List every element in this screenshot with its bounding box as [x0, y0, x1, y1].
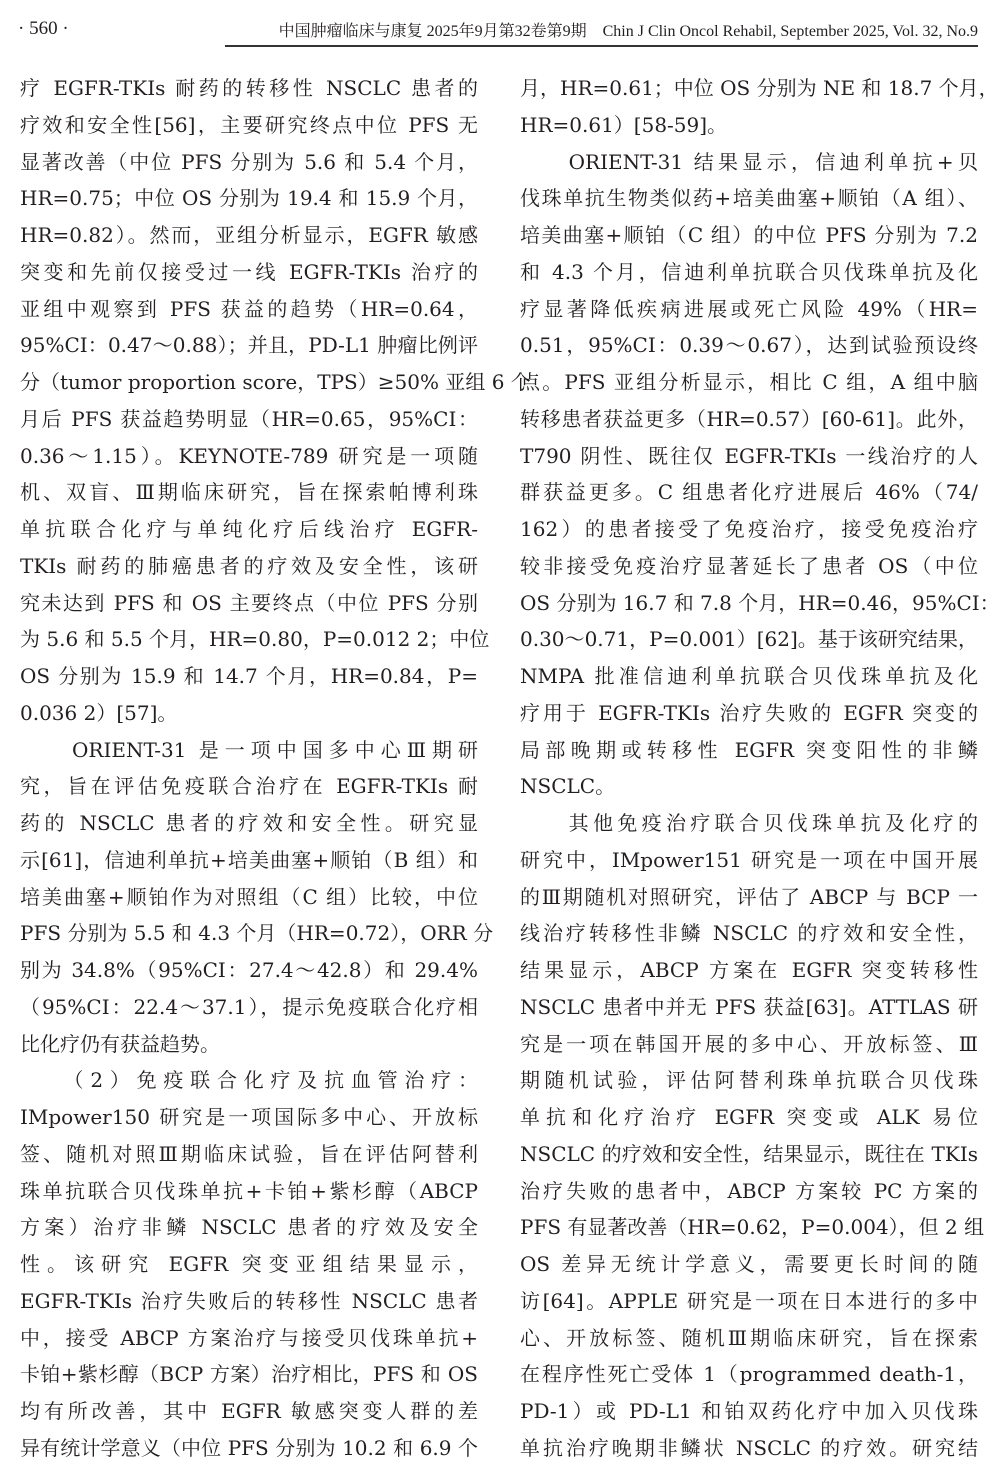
text-line: 珠单抗联合贝伐珠单抗+卡铂+紫杉醇（ABCP: [20, 1178, 478, 1203]
text-line: 单抗治疗晚期非鳞状 NSCLC 的疗效。研究结: [520, 1435, 978, 1460]
text-line: （95%CI：22.4～37.1），提示免疫联合化疗相: [20, 994, 478, 1019]
page-header: [0, 14, 1000, 44]
text-line: 其他免疫治疗联合贝伐珠单抗及化疗的: [520, 811, 978, 835]
text-line: ORIENT-31 是一项中国多中心Ⅲ期研: [20, 737, 478, 762]
text-line: 究未达到 PFS 和 OS 主要终点（中位 PFS 分别: [20, 590, 478, 615]
text-line: 月，HR=0.61；中位 OS 分别为 NE 和 18.7 个月，: [520, 76, 999, 100]
text-line: 较非接受免疫治疗显著延长了患者 OS（中位: [520, 553, 978, 578]
text-line: OS 分别为 16.7 和 7.8 个月，HR=0.46，95%CI：: [520, 590, 1000, 615]
text-line: 访[64]。APPLE 研究是一项在日本进行的多中: [520, 1288, 978, 1313]
text-line: 比化疗仍有获益趋势。: [20, 1031, 220, 1056]
text-line: 疗 EGFR-TKIs 耐药的转移性 NSCLC 患者的: [20, 76, 478, 100]
text-line: 0.51，95%CI：0.39～0.67），达到试验预设终: [520, 333, 978, 358]
text-line: 为 5.6 和 5.5 个月，HR=0.80，P=0.012 2；中位: [20, 627, 490, 652]
text-line: 均有所改善，其中 EGFR 敏感突变人群的差: [20, 1399, 478, 1423]
text-line: HR=0.75；中位 OS 分别为 19.4 和 15.9 个月，: [20, 186, 478, 211]
text-line: NSCLC 患者中并无 PFS 获益[63]。ATTLAS 研: [520, 994, 978, 1019]
text-line: 疗用于 EGFR-TKIs 治疗失败的 EGFR 突变的: [520, 700, 978, 725]
text-line: T790 阴性、既往仅 EGFR-TKIs 一线治疗的人: [520, 443, 978, 468]
text-line: 心、开放标签、随机Ⅲ期临床研究，旨在探索: [520, 1325, 978, 1350]
text-line: PD-1）或 PD-L1 和铂双药化疗中加入贝伐珠: [520, 1399, 978, 1423]
running-title: 中国肿瘤临床与康复 2025年9月第32卷第9期 Chin J Clin Oncol Rehabil, September 2025, Vol. 32, No.9: [225, 18, 978, 47]
text-line: 的Ⅲ期随机对照研究，评估了 ABCP 与 BCP 一: [520, 884, 978, 909]
text-line: IMpower150 研究是一项国际多中心、开放标: [20, 1105, 478, 1129]
text-line: NSCLC。: [520, 774, 616, 799]
text-line: OS 分别为 15.9 和 14.7 个月，HR=0.84，P=: [20, 664, 478, 688]
text-line: NMPA 批准信迪利单抗联合贝伐珠单抗及化: [520, 664, 978, 688]
text-line: 伐珠单抗生物类似药+培美曲塞+顺铂（A 组）、: [520, 186, 978, 211]
text-line: 究是一项在韩国开展的多中心、开放标签、Ⅲ: [520, 1031, 978, 1056]
text-line: 点。PFS 亚组分析显示，相比 C 组，A 组中脑: [520, 370, 978, 394]
text-line: 结果显示，ABCP 方案在 EGFR 突变转移性: [520, 958, 978, 982]
text-line: 性。该研究 EGFR 突变亚组结果显示，: [20, 1252, 478, 1276]
text-line: 显著改善（中位 PFS 分别为 5.6 和 5.4 个月，: [20, 149, 478, 174]
text-line: 疗效和安全性[56]，主要研究终点中位 PFS 无: [20, 112, 478, 137]
text-line: 培美曲塞+顺铂（C 组）的中位 PFS 分别为 7.2: [520, 223, 978, 247]
text-line: OS 差异无统计学意义，需要更长时间的随: [520, 1252, 978, 1276]
text-line: 究，旨在评估免疫联合治疗在 EGFR-TKIs 耐: [20, 774, 478, 799]
left-column: [20, 70, 531, 1467]
text-line: 期随机试验，评估阿替利珠单抗联合贝伐珠: [520, 1068, 978, 1093]
text-line: TKIs 耐药的肺癌患者的疗效及安全性，该研: [20, 553, 478, 578]
text-line: 95%CI：0.47～0.88）；并且，PD-L1 肿瘤比例评: [20, 333, 478, 358]
page-number: · 560 ·: [18, 18, 69, 39]
text-line: 月后 PFS 获益趋势明显（HR=0.65，95%CI：: [20, 406, 478, 431]
text-line: 分（tumor proportion score，TPS）≥50% 亚组 6 个: [20, 370, 531, 394]
text-line: HR=0.61）[58-59]。: [520, 112, 728, 137]
text-line: 药的 NSCLC 患者的疗效和安全性。研究显: [20, 811, 478, 835]
text-line: 0.036 2）[57]。: [20, 700, 178, 725]
text-line: 异有统计学意义（中位 PFS 分别为 10.2 和 6.9 个: [20, 1435, 478, 1460]
text-line: 局部晚期或转移性 EGFR 突变阳性的非鳞: [520, 737, 978, 762]
text-line: 和 4.3 个月，信迪利单抗联合贝伐珠单抗及化: [520, 259, 978, 284]
text-line: 别为 34.8%（95%CI：27.4～42.8）和 29.4%: [20, 958, 478, 982]
text-line: 162）的患者接受了免疫治疗，接受免疫治疗: [520, 517, 978, 541]
text-line: 中，接受 ABCP 方案治疗与接受贝伐珠单抗+: [20, 1325, 478, 1350]
text-line: 卡铂+紫杉醇（BCP 方案）治疗相比，PFS 和 OS: [20, 1362, 478, 1387]
text-line: NSCLC 的疗效和安全性，结果显示，既往在 TKIs: [520, 1141, 978, 1166]
text-line: 转移患者获益更多（HR=0.57）[60-61]。此外，: [520, 406, 978, 431]
right-column: [520, 70, 1000, 1467]
text-line: EGFR-TKIs 治疗失败后的转移性 NSCLC 患者: [20, 1288, 478, 1313]
text-line: ORIENT-31 结果显示，信迪利单抗+贝: [520, 149, 978, 174]
text-line: 培美曲塞+顺铂作为对照组（C 组）比较，中位: [20, 884, 478, 909]
text-line: 治疗失败的患者中，ABCP 方案较 PC 方案的: [520, 1178, 978, 1203]
text-line: 签、随机对照Ⅲ期临床试验，旨在评估阿替利: [20, 1141, 478, 1166]
text-line: PFS 分别为 5.5 和 4.3 个月（HR=0.72），ORR 分: [20, 921, 494, 946]
text-line: 单抗联合化疗与单纯化疗后线治疗 EGFR-: [20, 517, 478, 541]
text-line: 研究中，IMpower151 研究是一项在中国开展: [520, 847, 978, 872]
text-line: HR=0.82）。然而，亚组分析显示，EGFR 敏感: [20, 223, 478, 247]
text-line: PFS 有显著改善（HR=0.62，P=0.004），但 2 组: [520, 1215, 985, 1240]
text-line: 方案）治疗非鳞 NSCLC 患者的疗效及安全: [20, 1215, 478, 1240]
text-line: 0.36～1.15）。KEYNOTE-789 研究是一项随: [20, 443, 478, 468]
text-line: 示[61]，信迪利单抗+培美曲塞+顺铂（B 组）和: [20, 847, 478, 872]
text-line: 机、双盲、Ⅲ期临床研究，旨在探索帕博利珠: [20, 480, 478, 505]
text-line: 突变和先前仅接受过一线 EGFR-TKIs 治疗的: [20, 259, 478, 284]
text-line: （2）免疫联合化疗及抗血管治疗：: [20, 1068, 478, 1093]
text-line: 在程序性死亡受体 1（programmed death-1，: [520, 1362, 978, 1387]
text-line: 疗显著降低疾病进展或死亡风险 49%（HR=: [520, 296, 978, 321]
text-line: 线治疗转移性非鳞 NSCLC 的疗效和安全性，: [520, 921, 978, 946]
text-line: 群获益更多。C 组患者化疗进展后 46%（74/: [520, 480, 978, 505]
text-line: 0.30～0.71，P=0.001）[62]。基于该研究结果，: [520, 627, 978, 652]
text-line: 亚组中观察到 PFS 获益的趋势（HR=0.64，: [20, 296, 478, 321]
text-line: 单抗和化疗治疗 EGFR 突变或 ALK 易位: [520, 1105, 978, 1129]
